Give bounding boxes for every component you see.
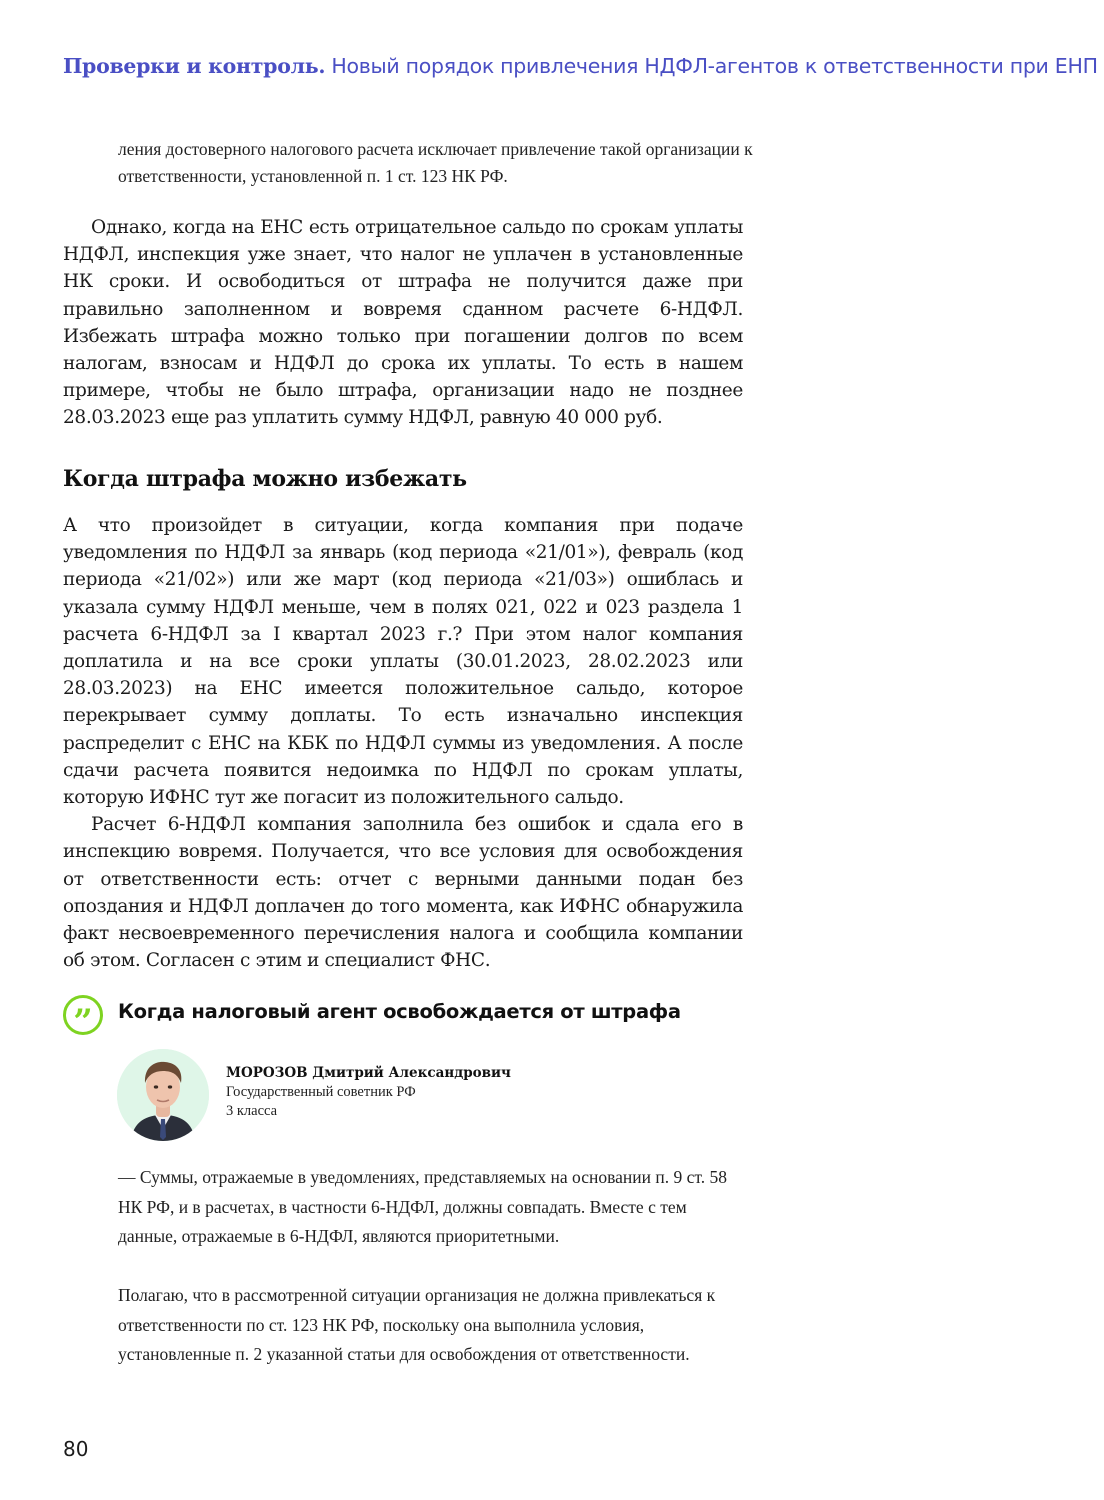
expert-box-title: Когда налоговый агент освобождается от штрафа bbox=[118, 1000, 681, 1023]
paragraph: Расчет 6-НДФЛ компания заполнила без ошибок и сдала его в инспекцию вовремя. Получается, что все условия для освобождения от ответственности есть: отчет с верными данными подан без опоздания и НДФЛ доплачен до того момента, как ИФНС обнаружила факт несвоевременного перечисления налога и сообщила компании об этом. Согласен с этим и специалист ФНС. bbox=[63, 814, 743, 972]
expert-quote-paragraph: — Суммы, отражаемые в уведомлениях, представляемых на основании п. 9 ст. 58 НК РФ, и в расчетах, в частности 6-НДФЛ, должны совпадать. Вместе с тем данные, отражаемые в 6-НДФЛ, являются приоритетными. bbox=[118, 1167, 727, 1246]
page-number: 80 bbox=[63, 1437, 89, 1461]
expert-position bbox=[226, 1083, 526, 1121]
expert-position-line: Государственный советник РФ bbox=[226, 1084, 416, 1100]
expert-position-line: 3 класса bbox=[226, 1103, 278, 1119]
body-section bbox=[63, 512, 743, 974]
section-title: Когда штрафа можно избежать bbox=[63, 466, 467, 492]
expert-name: МОРОЗОВ Дмитрий Александрович bbox=[226, 1065, 511, 1081]
expert-photo bbox=[117, 1049, 209, 1141]
running-head-section: Проверки и контроль. bbox=[63, 54, 326, 78]
body-top bbox=[63, 214, 743, 432]
quote-icon bbox=[63, 995, 103, 1042]
quote-glyph: ” bbox=[73, 1002, 93, 1042]
running-head bbox=[63, 54, 1098, 78]
expert-quote-paragraph: Полагаю, что в рассмотренной ситуации организация не должна привлекаться к ответственности по ст. 123 НК РФ, поскольку она выполнила условия, установленные п. 2 указанной статьи для освобождения от ответственности. bbox=[118, 1285, 716, 1364]
paragraph: А что произойдет в ситуации, когда компания при подаче уведомления по НДФЛ за январь (код периода «21/01»), февраль (код периода «21/02») или же март (код периода «21/03») ошиблась и указала сумму НДФЛ меньше, чем в полях 021, 022 и 023 раздела 1 расчета 6-НДФЛ за I квартал 2023 г.? При этом налог компания доплатила и на все сроки уплаты (30.01.2023, 28.02.2023 или 28.03.2023) на ЕНС имеется положительное сальдо, которое перекрывает сумму доплаты. То есть изначально инспекция распределит с ЕНС на КБК по НДФЛ суммы из уведомления. А после сдачи расчета появится недоимка по НДФЛ по срокам уплаты, которую ИФНС тут же погасит из положительного сальдо. bbox=[63, 515, 743, 809]
avatar bbox=[117, 1049, 209, 1141]
paragraph: Однако, когда на ЕНС есть отрицательное сальдо по срокам уплаты НДФЛ, инспекция уже знает, что налог не уплачен в установленные НК сроки. И освободиться от штрафа не получится даже при правильно заполненном и вовремя сданном расчете 6-НДФЛ. Избежать штрафа можно только при погашении долгов по всем налогам, взносам и НДФЛ до срока их уплаты. То есть в нашем примере, чтобы не было штрафа, организации надо не позднее 28.03.2023 еще раз уплатить сумму НДФЛ, равную 40 000 руб. bbox=[63, 217, 743, 429]
expert-quote bbox=[118, 1163, 738, 1370]
previous-quote-end: ления достоверного налогового расчета исключает привлечение такой организации к ответственности, установленной п. 1 ст. 123 НК РФ. bbox=[118, 139, 753, 186]
running-head-title: Новый порядок привлечения НДФЛ-агентов к ответственности при ЕНП bbox=[331, 54, 1098, 78]
